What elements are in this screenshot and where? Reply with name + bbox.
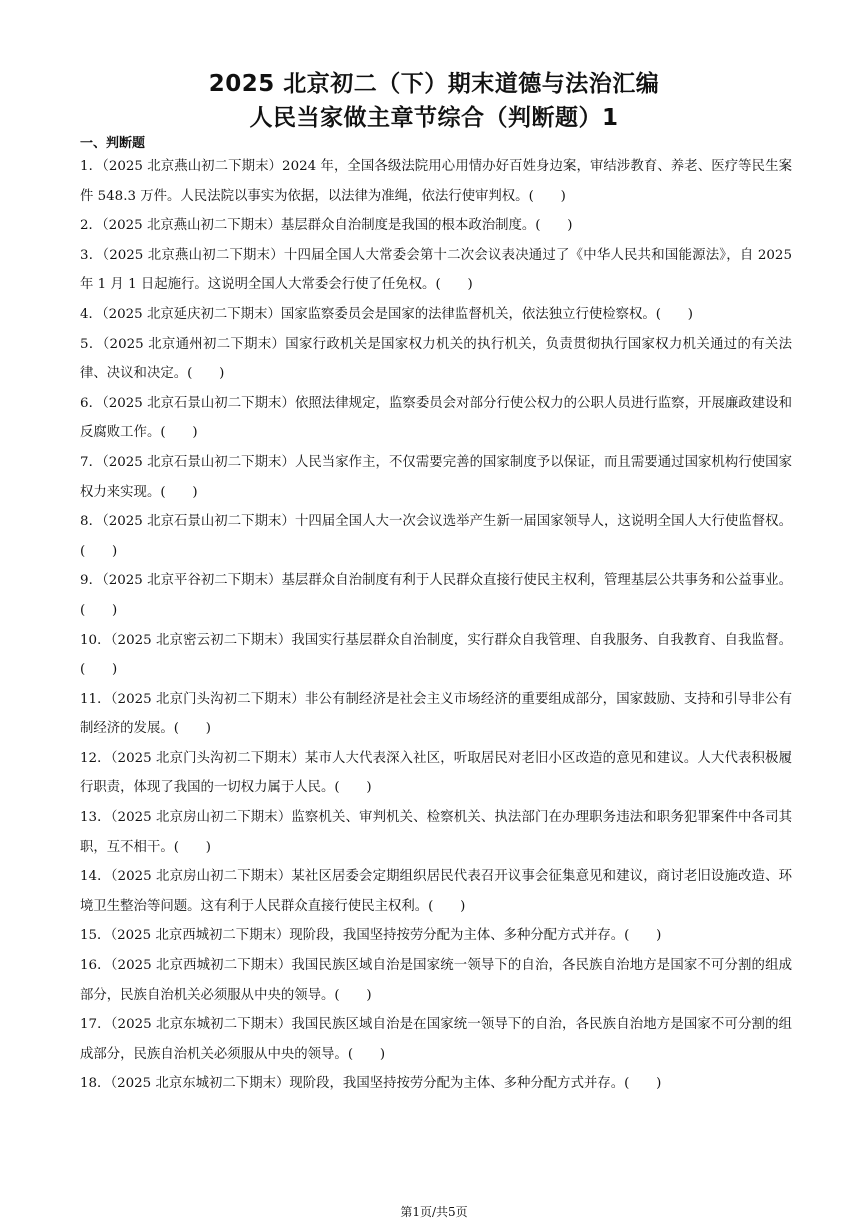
question-text: 现阶段，我国坚持按劳分配为主体、多种分配方式并存。: [289, 1076, 625, 1092]
question-source: （2025 北京房山初二下期末）: [110, 869, 292, 885]
question-source: （2025 北京延庆初二下期末）: [101, 306, 281, 322]
question-item: [80, 566, 792, 625]
question-text: 依照法律规定，监察委员会对部分行使公权力的公职人员进行监察，开展廉政建设和反腐败工作。: [80, 395, 793, 441]
question-text: 非公有制经济是社会主义市场经济的重要组成部分，国家鼓励、支持和引导非公有制经济的发展。: [80, 691, 792, 737]
question-number: 12．: [80, 750, 111, 766]
question-item: [80, 389, 792, 448]
question-source: （2025 北京石景山初二下期末）: [102, 454, 295, 470]
question-text: 现阶段，我国坚持按劳分配为主体、多种分配方式并存。: [289, 928, 625, 944]
question-item: [80, 1010, 792, 1069]
question-number: 7．: [80, 454, 103, 470]
question-number: 11．: [80, 691, 111, 707]
answer-blank[interactable]: ( ): [528, 188, 566, 204]
question-number: 2．: [80, 218, 102, 234]
question-number: 15．: [80, 928, 111, 944]
answer-blank[interactable]: ( ): [428, 898, 466, 914]
question-number: 1．: [80, 159, 103, 174]
question-text: 基层群众自治制度是我国的根本政治制度。: [280, 218, 536, 234]
question-item: [80, 300, 792, 330]
answer-blank[interactable]: ( ): [80, 662, 118, 678]
answer-blank[interactable]: ( ): [80, 543, 118, 559]
question-item: [80, 921, 792, 951]
question-text: 国家监察委员会是国家的法律监督机关，依法独立行使检察权。: [280, 306, 656, 322]
question-source: （2025 北京西城初二下期末）: [110, 928, 290, 944]
question-item: [80, 803, 792, 862]
answer-blank[interactable]: ( ): [435, 277, 473, 293]
answer-blank[interactable]: ( ): [80, 602, 118, 618]
question-number: 5．: [80, 336, 103, 352]
question-item: [80, 211, 792, 241]
question-source: （2025 北京石景山初二下期末）: [102, 514, 295, 530]
question-text: 某社区居委会定期组织居民代表召开议事会征集意见和建议，商讨老旧设施改造、环境卫生整治等问题。这有利于人民群众直接行使民主权利。: [80, 869, 792, 914]
question-source: （2025 北京门头沟初二下期末）: [110, 750, 305, 766]
question-source: （2025 北京平谷初二下期末）: [102, 573, 282, 589]
question-source: （2025 北京门头沟初二下期末）: [110, 691, 305, 707]
question-item: [80, 744, 792, 803]
question-source: （2025 北京密云初二下期末）: [110, 632, 292, 648]
question-source: （2025 北京石景山初二下期末）: [102, 395, 295, 411]
question-source: （2025 北京东城初二下期末）: [110, 1076, 290, 1092]
question-number: 17．: [80, 1017, 111, 1033]
answer-blank[interactable]: ( ): [173, 839, 211, 855]
question-number: 9．: [80, 573, 103, 589]
question-text: 十四届全国人大常委会第十二次会议表决通过了《中华人民共和国能源法》，自 2025 年 1 月 1 日起施行。这说明全国人大常委会行使了任免权。: [80, 247, 792, 293]
question-number: 18．: [80, 1076, 111, 1092]
question-text: 国家行政机关是国家权力机关的执行机关，负责贯彻执行国家权力机关通过的有关法律、决议和决定。: [80, 336, 792, 382]
question-text: 某市人大代表深入社区，听取居民对老旧小区改造的意见和建议。人大代表积极履行职责，体现了我国的一切权力属于人民。: [80, 750, 792, 796]
question-list: [80, 152, 792, 1099]
question-item: [80, 330, 792, 389]
answer-blank[interactable]: ( ): [160, 484, 198, 500]
document-title: 2025 北京初二（下）期末道德与法治汇编: [208, 71, 660, 97]
question-text: 人民当家作主，不仅需要完善的国家制度予以保证，而且需要通过国家机构行使国家权力来实现。: [80, 454, 793, 500]
question-number: 4．: [80, 306, 102, 322]
question-item: [80, 1069, 792, 1099]
answer-blank[interactable]: ( ): [655, 306, 694, 322]
question-item: [80, 241, 792, 300]
question-item: [80, 685, 792, 744]
question-number: 13．: [80, 810, 111, 826]
answer-blank[interactable]: ( ): [624, 928, 662, 944]
question-source: （2025 北京燕山初二下期末）: [101, 218, 281, 234]
question-source: （2025 北京燕山初二下期末）: [102, 159, 283, 174]
question-text: 我国民族区域自治是在国家统一领导下的自治，各民族自治地方是国家不可分割的组成部分，民族自治机关必须服从中央的领导。: [80, 1017, 792, 1062]
question-item: [80, 626, 792, 685]
answer-blank[interactable]: ( ): [624, 1076, 662, 1092]
question-number: 3．: [80, 247, 103, 263]
question-source: （2025 北京燕山初二下期末）: [102, 247, 284, 263]
question-text: 我国实行基层群众自治制度，实行群众自我管理、自我服务、自我教育、自我监督。: [291, 632, 792, 648]
answer-blank[interactable]: ( ): [160, 425, 198, 441]
answer-blank[interactable]: ( ): [347, 1046, 386, 1062]
question-text: 监察机关、审判机关、检察机关、执法部门在办理职务违法和职务犯罪案件中各司其职，互不相干。: [80, 810, 792, 855]
question-number: 6．: [80, 395, 103, 411]
question-number: 16．: [80, 958, 111, 974]
document-subtitle: 人民当家做主章节综合（判断题）1: [249, 105, 619, 131]
question-text: 2024 年，全国各级法院用心用情办好百姓身边案，审结涉教育、养老、医疗等民生案件 548.3 万件。人民法院以事实为依据，以法律为准绳，依法行使审判权。: [80, 159, 792, 204]
answer-blank[interactable]: ( ): [535, 218, 573, 234]
answer-blank[interactable]: ( ): [334, 780, 372, 796]
question-text: 十四届全国人大一次会议选举产生新一届国家领导人，这说明全国人大行使监督权。: [294, 514, 793, 530]
question-item: [80, 152, 792, 211]
question-number: 8．: [80, 514, 103, 530]
question-item: [80, 862, 792, 921]
question-number: 14．: [80, 869, 111, 885]
question-source: （2025 北京房山初二下期末）: [110, 810, 292, 826]
page-number: 第1页/共5页: [400, 1205, 468, 1219]
answer-blank[interactable]: ( ): [173, 721, 211, 737]
question-number: 10．: [80, 632, 111, 648]
question-text: 基层群众自治制度有利于人民群众直接行使民主权利，管理基层公共事务和公益事业。: [281, 573, 793, 589]
section-heading: 一、判断题: [80, 136, 146, 151]
answer-blank[interactable]: ( ): [334, 987, 372, 1003]
question-item: [80, 448, 792, 507]
question-source: （2025 北京通州初二下期末）: [102, 336, 286, 352]
question-source: （2025 北京西城初二下期末）: [110, 958, 292, 974]
question-source: （2025 北京东城初二下期末）: [110, 1017, 292, 1033]
question-item: [80, 951, 792, 1010]
question-text: 我国民族区域自治是国家统一领导下的自治，各民族自治地方是国家不可分割的组成部分，民族自治机关必须服从中央的领导。: [80, 958, 792, 1003]
answer-blank[interactable]: ( ): [187, 366, 225, 382]
question-item: [80, 507, 792, 566]
